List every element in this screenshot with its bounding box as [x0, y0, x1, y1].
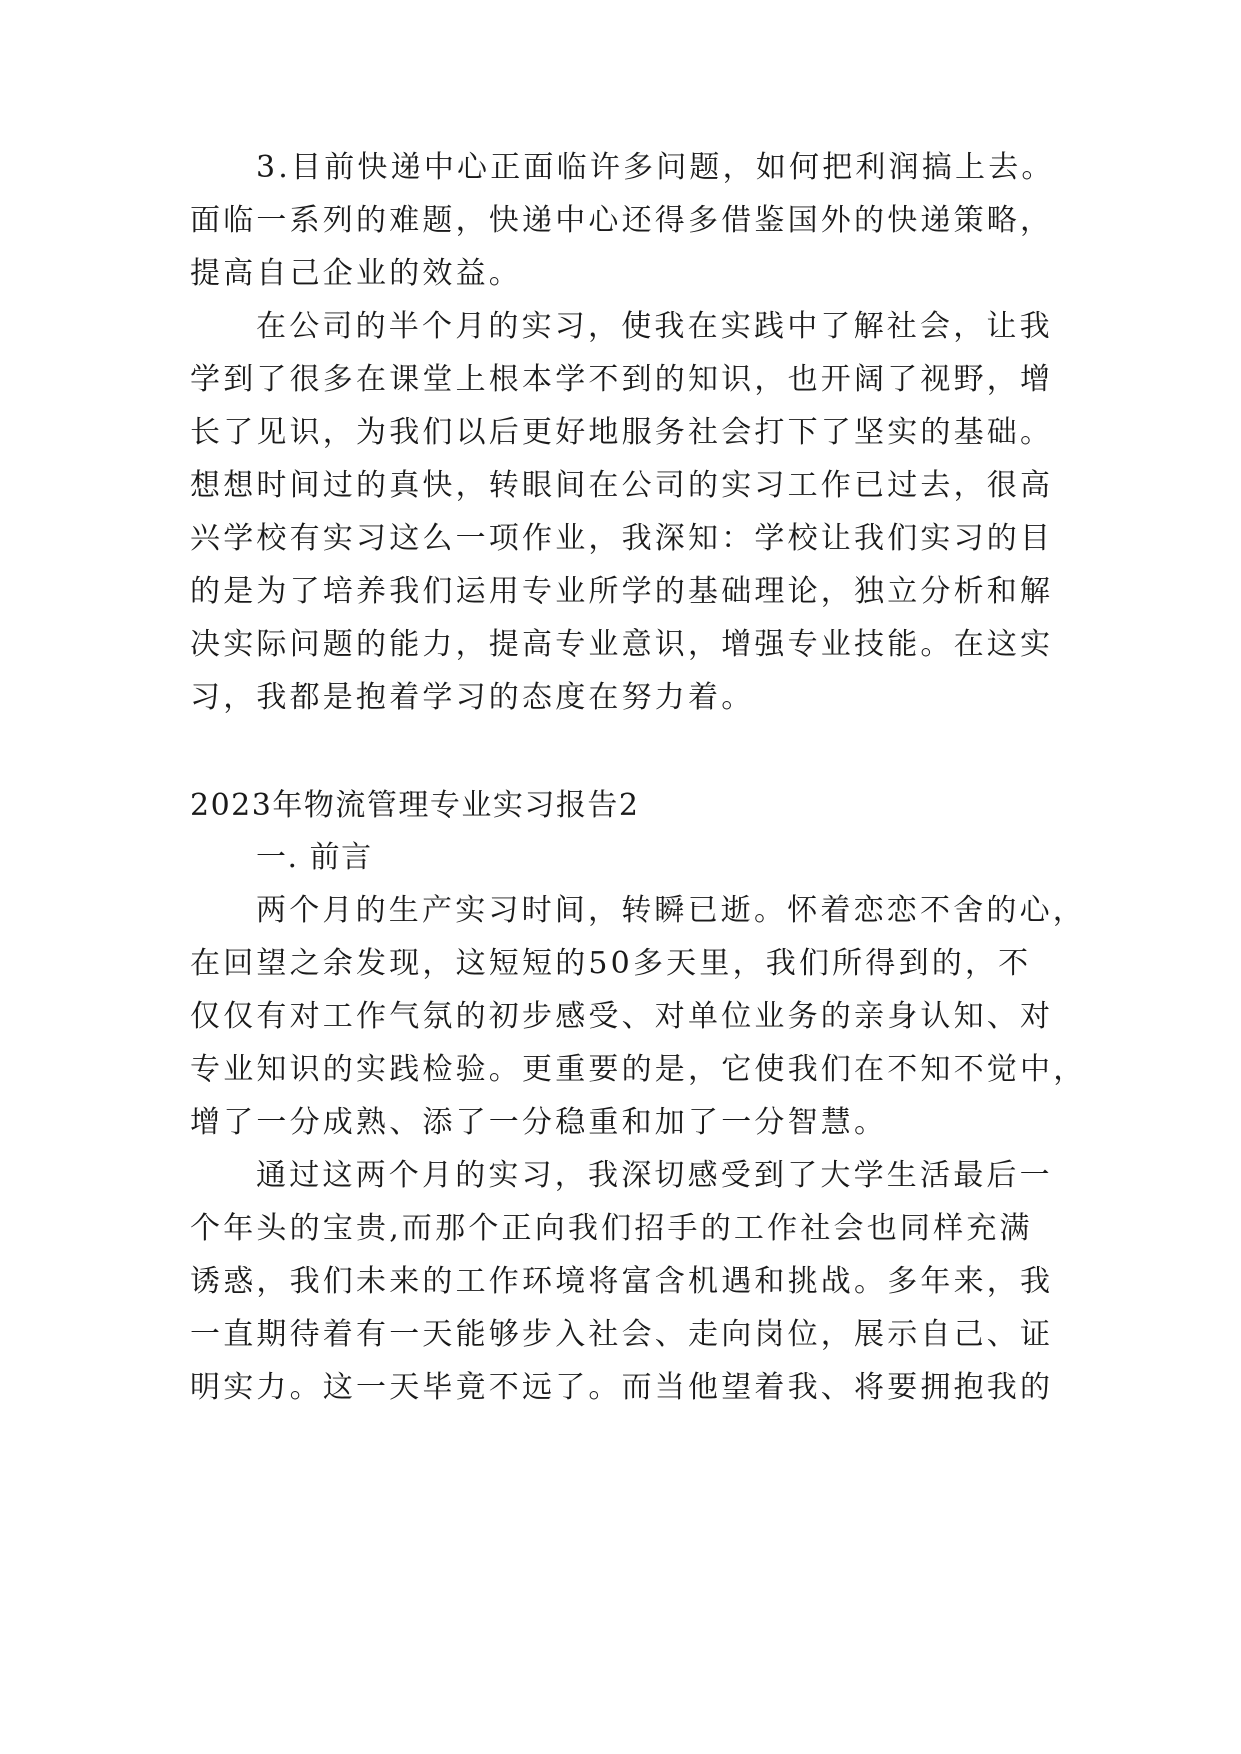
paragraph-2-line-8: 习，我都是抱着学习的态度在努力着。: [190, 680, 755, 715]
paragraph-2-line-2: 学到了很多在课堂上根本学不到的知识，也开阔了视野，增: [190, 362, 1054, 397]
paragraph-2-line-1: 在公司的半个月的实习，使我在实践中了解社会，让我: [256, 309, 1053, 344]
paragraph-3-line-3: 仅仅有对工作气氛的初步感受、对单位业务的亲身认知、对: [190, 999, 1054, 1034]
paragraph-2-line-5: 兴学校有实习这么一项作业，我深知：学校让我们实习的目: [190, 521, 1054, 556]
paragraph-1-line-3: 提高自己企业的效益。: [190, 256, 522, 291]
paragraph-4-line-1: 通过这两个月的实习，我深切感受到了大学生活最后一: [256, 1158, 1053, 1193]
paragraph-3-line-1: 两个月的生产实习时间，转瞬已逝。怀着恋恋不舍的心，: [256, 893, 1086, 928]
paragraph-2-line-3: 长了见识，为我们以后更好地服务社会打下了坚实的基础。: [190, 415, 1054, 450]
paragraph-2-line-7: 决实际问题的能力，提高专业意识，增强专业技能。在这实: [190, 627, 1054, 662]
section-title: 2023年物流管理专业实习报告2: [190, 788, 640, 823]
paragraph-4-line-4: 一直期待着有一天能够步入社会、走向岗位，展示自己、证: [190, 1317, 1054, 1352]
paragraph-4-line-3: 诱惑，我们未来的工作环境将富含机遇和挑战。多年来，我: [190, 1264, 1054, 1299]
paragraph-3-line-5: 增了一分成熟、添了一分稳重和加了一分智慧。: [190, 1105, 888, 1140]
paragraph-3-line-2: 在回望之余发现，这短短的50多天里，我们所得到的，不: [190, 946, 1032, 981]
paragraph-2-line-6: 的是为了培养我们运用专业所学的基础理论，独立分析和解: [190, 574, 1054, 609]
paragraph-1-line-2: 面临一系列的难题，快递中心还得多借鉴国外的快递策略，: [190, 203, 1054, 238]
paragraph-4-line-5: 明实力。这一天毕竟不远了。而当他望着我、将要拥抱我的: [190, 1370, 1054, 1405]
paragraph-2-line-4: 想想时间过的真快，转眼间在公司的实习工作已过去，很高: [190, 468, 1054, 503]
paragraph-1-line-1: 3.目前快递中心正面临许多问题，如何把利润搞上去。: [256, 150, 1055, 185]
paragraph-3-line-4: 专业知识的实践检验。更重要的是，它使我们在不知不觉中，: [190, 1052, 1087, 1087]
subheading-preface: 一. 前言: [256, 840, 373, 875]
paragraph-4-line-2: 个年头的宝贵,而那个正向我们招手的工作社会也同样充满: [190, 1211, 1033, 1246]
